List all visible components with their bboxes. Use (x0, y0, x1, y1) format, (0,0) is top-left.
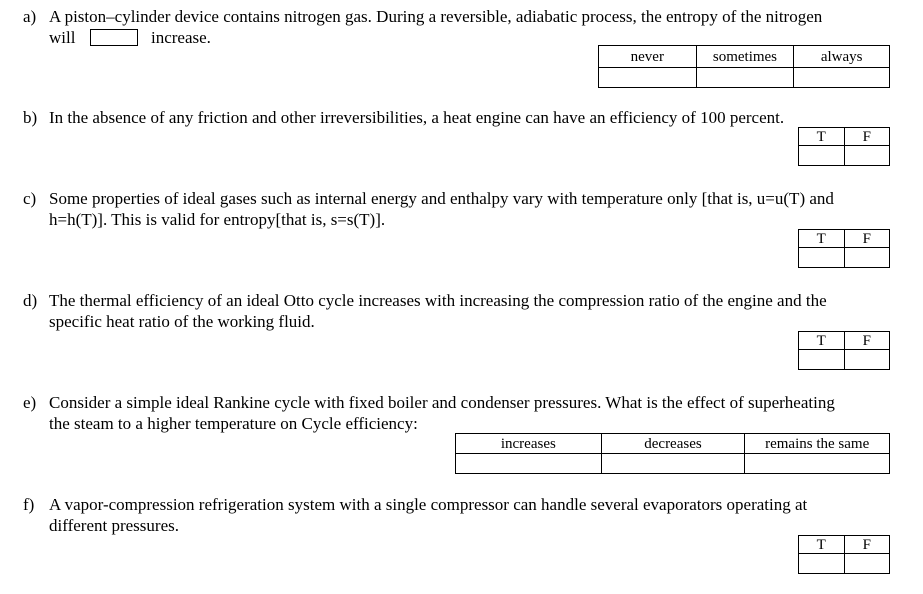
question-b-answer-table (798, 127, 890, 166)
option-remains-the-same[interactable]: remains the same (745, 434, 890, 454)
answer-cell-true[interactable] (799, 554, 845, 574)
option-true[interactable]: T (799, 230, 845, 248)
question-d-answer-table (798, 331, 890, 370)
answer-cell-false[interactable] (844, 350, 890, 370)
answer-cell-never[interactable] (599, 68, 697, 88)
question-c-label: c) (23, 189, 37, 208)
question-e-text-line1: Consider a simple ideal Rankine cycle with fixed boiler and condenser pressures. What is the effect of superheating (49, 393, 835, 412)
answer-cell-true[interactable] (799, 248, 845, 268)
question-a-answer-table (598, 45, 890, 88)
option-true[interactable]: T (799, 536, 845, 554)
answer-cell-false[interactable] (844, 146, 890, 166)
answer-cell-true[interactable] (799, 146, 845, 166)
option-false[interactable]: F (844, 332, 890, 350)
option-false[interactable]: F (844, 230, 890, 248)
option-false[interactable]: F (844, 536, 890, 554)
question-f-label: f) (23, 495, 35, 514)
option-never[interactable]: never (599, 46, 697, 68)
option-sometimes[interactable]: sometimes (696, 46, 794, 68)
option-true[interactable]: T (799, 332, 845, 350)
question-f-text-line1: A vapor-compression refrigeration system with a single compressor can handle several evaporators operating at (49, 495, 808, 514)
option-always[interactable]: always (794, 46, 890, 68)
option-increases[interactable]: increases (456, 434, 602, 454)
question-e-label: e) (23, 393, 37, 412)
question-a-text-will: will (49, 28, 76, 47)
answer-cell-increases[interactable] (456, 454, 602, 474)
question-c-text-line2: h=h(T)]. This is valid for entropy[that is, s=s(T)]. (49, 210, 386, 229)
answer-cell-sometimes[interactable] (696, 68, 794, 88)
question-c-text-line1: Some properties of ideal gases such as internal energy and enthalpy vary with temperature only [that is, u=u(T) and (49, 189, 834, 208)
question-d-text-line2: specific heat ratio of the working fluid. (49, 312, 315, 331)
answer-cell-false[interactable] (844, 248, 890, 268)
question-e-answer-table (455, 433, 890, 474)
answer-cell-true[interactable] (799, 350, 845, 370)
answer-blank[interactable] (90, 29, 138, 46)
answer-cell-remains-the-same[interactable] (745, 454, 890, 474)
question-b-text: In the absence of any friction and other irreversibilities, a heat engine can have an efficiency of 100 percent. (49, 108, 785, 127)
question-e-text-line2: the steam to a higher temperature on Cycle efficiency: (49, 414, 418, 433)
question-b-label: b) (23, 108, 38, 127)
question-a-label: a) (23, 7, 37, 26)
option-true[interactable]: T (799, 128, 845, 146)
answer-cell-decreases[interactable] (601, 454, 745, 474)
question-d-text-line1: The thermal efficiency of an ideal Otto cycle increases with increasing the compression ratio of the engine and the (49, 291, 827, 310)
question-f-answer-table (798, 535, 890, 574)
question-d-label: d) (23, 291, 38, 310)
answer-cell-always[interactable] (794, 68, 890, 88)
question-c-answer-table (798, 229, 890, 268)
question-a-text-line1: A piston–cylinder device contains nitrogen gas. During a reversible, adiabatic process, the entropy of the nitrogen (49, 7, 823, 26)
option-false[interactable]: F (844, 128, 890, 146)
option-decreases[interactable]: decreases (601, 434, 745, 454)
question-f-text-line2: different pressures. (49, 516, 179, 535)
question-a-text-increase: increase. (151, 28, 211, 47)
answer-cell-false[interactable] (844, 554, 890, 574)
